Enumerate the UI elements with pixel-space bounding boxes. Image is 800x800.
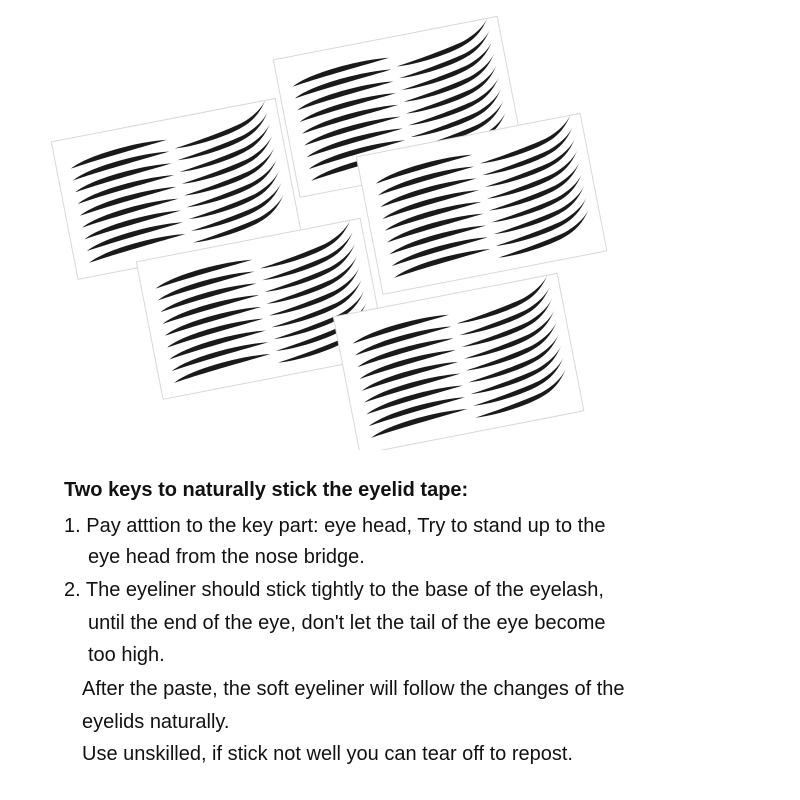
point-1-line-2: eye head from the nose bridge. [88, 546, 365, 568]
point-2-line-3: too high. [88, 644, 165, 666]
point-1-line-1: 1. Pay atttion to the key part: eye head, Try to stand up to the [64, 515, 606, 537]
note-1-line-2: eyelids naturally. [82, 711, 230, 733]
note-2-line-1: Use unskilled, if stick not well you can tear off to repost. [82, 743, 573, 765]
note-1-line-1: After the paste, the soft eyeliner will follow the changes of the [82, 678, 625, 700]
point-2-line-2: until the end of the eye, don't let the tail of the eye become [88, 612, 606, 634]
point-2-line-1: 2. The eyeliner should stick tightly to the base of the eyelash, [64, 579, 604, 601]
instructions-heading: Two keys to naturally stick the eyelid tape: [64, 479, 469, 501]
